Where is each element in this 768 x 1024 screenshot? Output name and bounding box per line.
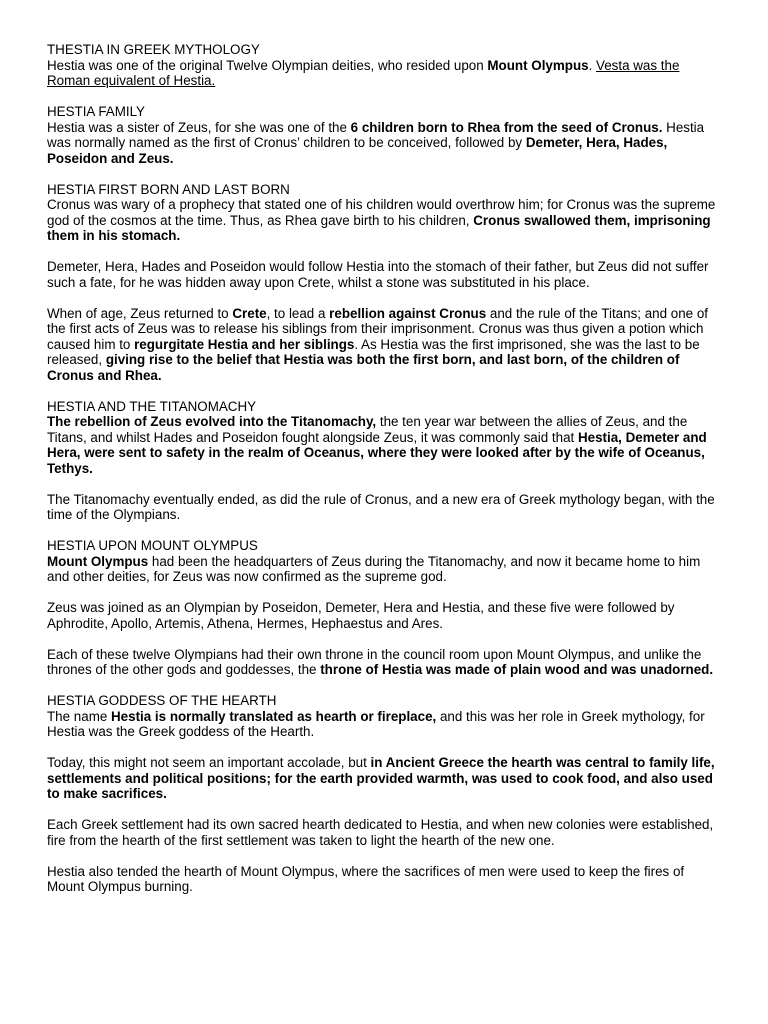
text-run: Hestia was a sister of Zeus, for she was one of the [47, 119, 351, 135]
text-run: The Titanomachy eventually ended, as did the rule of Cronus, and a new era of Greek mythology began, with the time of the Olympians. [47, 491, 715, 522]
document-section [47, 182, 724, 384]
paragraph [47, 864, 724, 895]
paragraph [47, 554, 724, 585]
text-run: Hestia was normally named as the first of Cronus’ children to be conceived, followed by [47, 119, 705, 150]
bold-text-run: The rebellion of Zeus evolved into the Titanomachy, [47, 414, 377, 429]
paragraph [47, 817, 724, 848]
text-run: and the rule of the Titans; and one of the first acts of Zeus was to release his siblings from their imprisonment. Cronus was thus given a potion which caused him to [47, 305, 709, 352]
paragraph [47, 197, 724, 244]
paragraph [47, 120, 724, 167]
bold-text-run: 6 children born to Rhea from the seed of Cronus. [350, 119, 663, 135]
bold-text-run: giving rise to the belief that Hestia was both the first born, and last born, of the children of Cronus and Rhea. [47, 352, 680, 383]
document-section [47, 104, 724, 166]
bold-text-run: throne of Hestia was made of plain wood and was unadorned. [320, 662, 714, 677]
text-run: Today, this might not seem an important accolade, but [47, 755, 371, 770]
bold-text-run: rebellion against Cronus [329, 305, 487, 321]
document-section [47, 538, 724, 678]
paragraph [47, 306, 724, 384]
underlined-text-run: Vesta was the Roman equivalent of Hestia. [47, 57, 680, 88]
bold-text-run: regurgitate Hestia and her siblings [134, 336, 355, 352]
paragraph [47, 647, 724, 678]
text-run: Zeus was joined as an Olympian by Poseidon, Demeter, Hera and Hestia, and these five were followed by Aphrodite, Apollo, Artemis, Athena, Hermes, Hephaestus and Ares. [47, 600, 675, 631]
text-run: Hestia was one of the original Twelve Olympian deities, who resided upon [47, 57, 488, 73]
bold-text-run: Mount Olympus [47, 553, 149, 569]
paragraph [47, 414, 724, 476]
text-run: and this was her role in Greek mythology, for Hestia was the Greek goddess of the Hearth. [47, 708, 705, 739]
bold-text-run: Demeter, Hera, Hades, Poseidon and Zeus. [47, 135, 668, 166]
bold-text-run: in Ancient Greece the hearth was central to family life, settlements and political positions; for the earth provided warmth, was used to cook food, and also used to make sacrifices. [47, 755, 715, 801]
text-run: The name [47, 708, 112, 724]
text-run: the ten year war between the allies of Zeus, and the Titans, and whilst Hades and Poseidon fought alongside Zeus, it was commonly said that [47, 414, 688, 445]
text-run: Hestia also tended the hearth of Mount Olympus, where the sacrifices of men were used to keep the fires of Mount Olympus burning. [47, 863, 685, 894]
text-run: . [588, 57, 597, 73]
bold-text-run: Hestia, Demeter and Hera, were sent to safety in the realm of Oceanus, where they were looked after by the wife of Oceanus, Tethys. [47, 429, 707, 476]
section-heading: HESTIA AND THE TITANOMACHY [47, 398, 257, 414]
section-heading: HESTIA UPON MOUNT OLYMPUS [47, 538, 258, 553]
paragraph [47, 600, 724, 631]
document-section [47, 399, 724, 523]
paragraph [47, 709, 724, 740]
document-section [47, 693, 724, 895]
paragraph [47, 755, 724, 802]
bold-text-run: Mount Olympus [487, 57, 589, 73]
section-heading: HESTIA FIRST BORN AND LAST BORN [47, 181, 290, 197]
paragraph [47, 58, 724, 89]
text-run: Each Greek settlement had its own sacred hearth dedicated to Hestia, and when new colonies were established, fire from the hearth of the first settlement was taken to light the hearth of the new one. [47, 817, 714, 848]
text-run: Cronus was wary of a prophecy that stated one of his children would overthrow him; for Cronus was the supreme god of the cosmos at the time. Thus, as Rhea gave birth to his children, [47, 197, 716, 228]
paragraph [47, 492, 724, 523]
document-section [47, 42, 724, 89]
paragraph [47, 259, 724, 290]
text-run: Demeter, Hera, Hades and Poseidon would follow Hestia into the stomach of their father, but Zeus did not suffer such a fate, for he was hidden away upon Crete, whilst a stone was substituted in his place. [47, 259, 709, 290]
document-body [47, 42, 724, 895]
text-run: Each of these twelve Olympians had their own throne in the council room upon Mount Olympus, and unlike the thrones of the other gods and goddesses, the [47, 646, 702, 677]
text-run: , to lead a [266, 305, 330, 321]
section-heading: HESTIA GODDESS OF THE HEARTH [47, 693, 277, 708]
text-run: When of age, Zeus returned to [47, 305, 233, 321]
text-run: had been the headquarters of Zeus during the Titanomachy, and now it became home to him and other deities, for Zeus was now confirmed as the supreme god. [47, 553, 701, 584]
text-run: . As Hestia was the first imprisoned, she was the last to be released, [47, 336, 700, 367]
bold-text-run: Hestia is normally translated as hearth or fireplace, [111, 708, 437, 724]
section-heading: HESTIA FAMILY [47, 104, 145, 119]
bold-text-run: Crete [232, 305, 267, 321]
bold-text-run: Cronus swallowed them, imprisoning them in his stomach. [47, 212, 711, 243]
section-heading: THESTIA IN GREEK MYTHOLOGY [47, 42, 260, 57]
